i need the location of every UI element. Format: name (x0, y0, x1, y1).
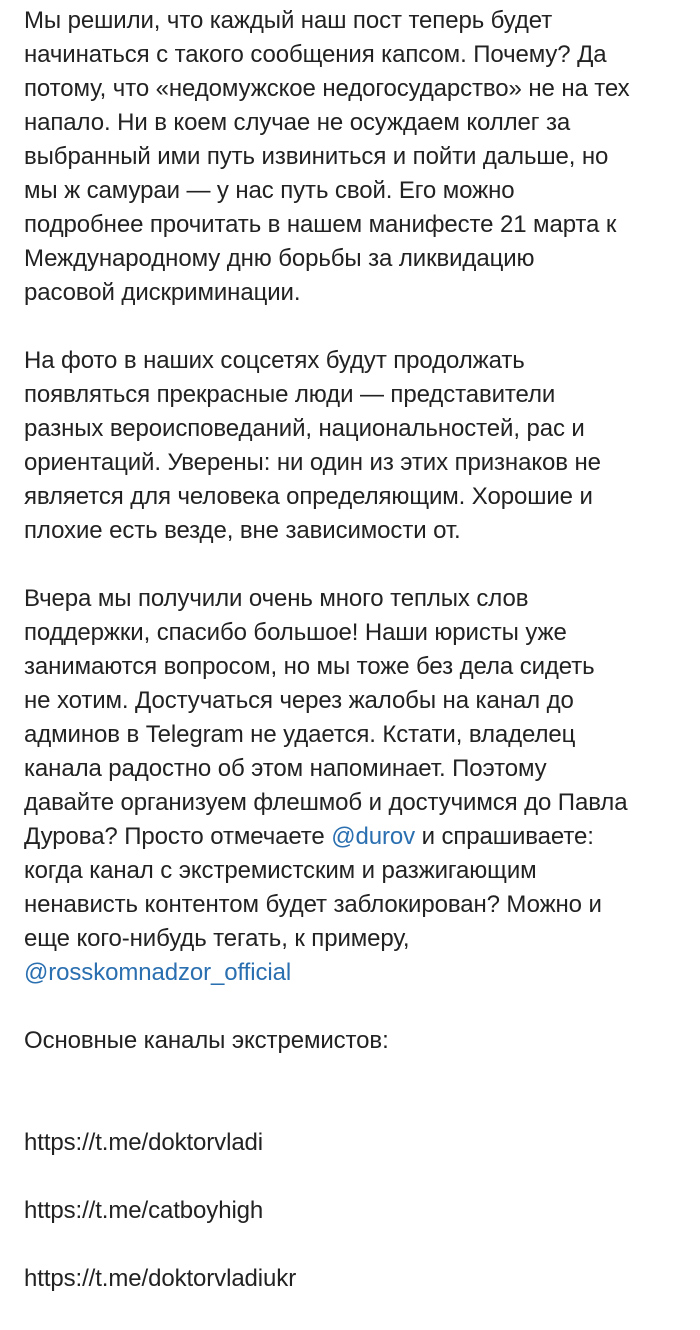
post-text (24, 4, 684, 1330)
mention-durov-link[interactable]: @durov (331, 823, 416, 850)
paragraph-3 (24, 582, 684, 990)
channel-link-1[interactable]: https://t.me/doktorvladi (24, 1129, 264, 1156)
channel-link-3[interactable]: https://t.me/doktorvladiukr (24, 1265, 297, 1292)
paragraph-2: На фото в наших соцсетях будут продолжать появляться прекрасные люди — представители разных вероисповеданий, национальностей, рас и ориентаций. Уверены: ни один из этих признаков не является для человека определяющим. Хорошие и плохие есть везде, вне зависимости от. (24, 347, 601, 544)
paragraph-3-text-a: Вчера мы получили очень много теплых слов поддержки, спасибо большое! Наши юристы уже занимаются вопросом, но мы тоже без дела сидеть не хотим. Достучаться через жалобы на канал до админов в Telegram не удается. Кстати, владелец канала радостно об этом напоминает. Поэтому давайте организуем флешмоб и достучимся до Павла Дурова? Просто отмечаете (24, 585, 628, 850)
paragraph-4: Основные каналы экстремистов: (24, 1027, 389, 1054)
mention-rosskomnadzor-link[interactable]: @rosskomnadzor_official (24, 959, 292, 986)
channel-links-list (24, 1092, 684, 1330)
channel-link-2[interactable]: https://t.me/catboyhigh (24, 1197, 264, 1224)
paragraph-1: Мы решили, что каждый наш пост теперь будет начинаться с такого сообщения капсом. Почему? Да потому, что «недомужское недогосударство» не на тех напало. Ни в коем случае не осуждаем коллег за выбранный ими путь извиниться и пойти дальше, но мы ж самураи — у нас путь свой. Его можно подробнее прочитать в нашем манифесте 21 марта к Международному дню борьбы за ликвидацию расовой дискриминации. (24, 7, 630, 306)
paragraph-3-text-b: и спрашиваете: когда канал с экстремистским и разжигающим ненависть контентом будет заблокирован? Можно и еще кого-нибудь тегать, к примеру, (24, 823, 602, 952)
